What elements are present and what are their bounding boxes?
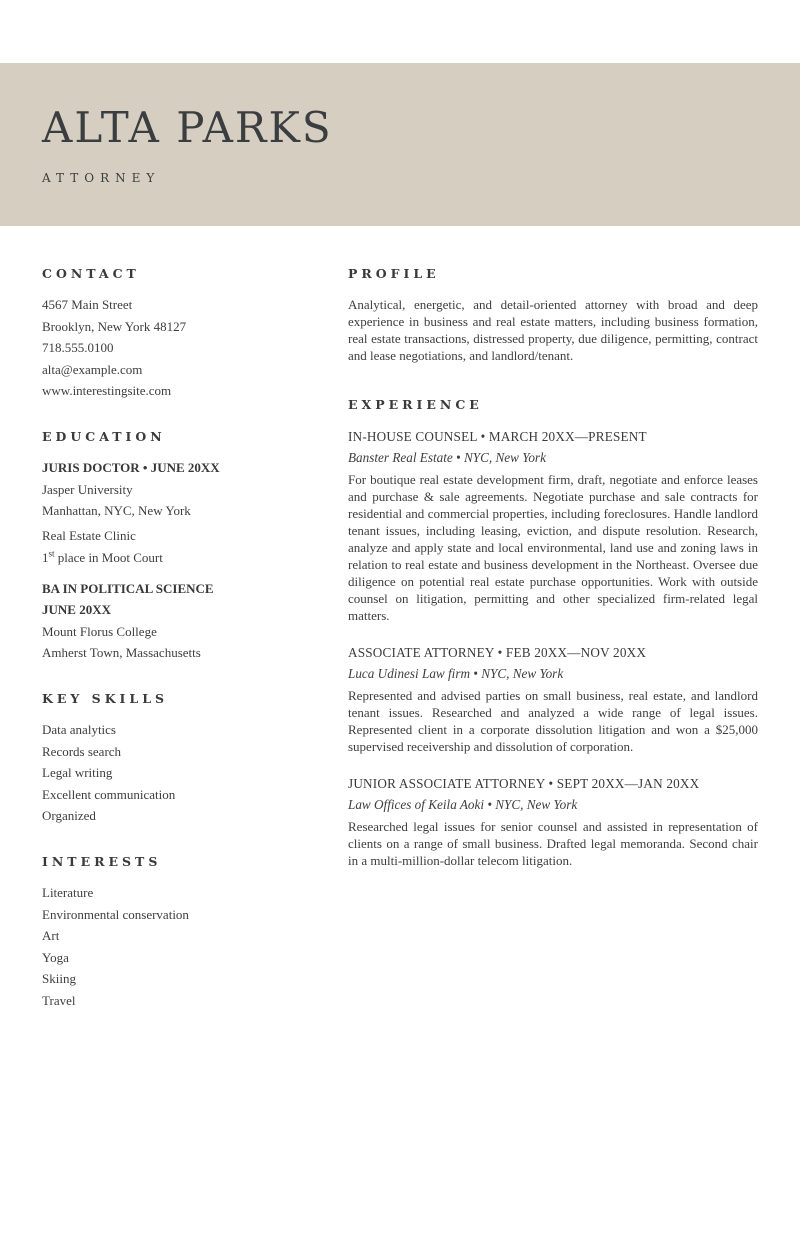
profile-text: Analytical, energetic, and detail-oriented attorney with broad and deep experience in business and real estate matters, including business formation, real estate transactions, distressed property, due diligence, permitting, contract and lease negotiations, and landlord/tenant.: [348, 297, 758, 363]
education-school: Jasper University: [42, 481, 133, 497]
education-moot-court-line: [42, 549, 312, 566]
experience-heading: EXPERIENCE: [348, 397, 483, 412]
experience-job-in-house-counsel: [348, 428, 758, 624]
interest-item: Yoga: [42, 949, 69, 965]
interest-item: Literature: [42, 885, 94, 900]
interests-heading: INTERESTS: [42, 854, 162, 869]
section-profile: [348, 266, 758, 364]
education-degree-title: JURIS DOCTOR • JUNE 20XX: [42, 460, 220, 475]
contact-phone: 718.555.0100: [42, 340, 114, 355]
job-description: Researched legal issues for senior counsel and assisted in representation of clients on a range of small business. Drafted legal memoranda. Second chair in a multi-million-dollar telecom litigation.: [348, 819, 758, 868]
education-degree-date: JUNE 20XX: [42, 602, 111, 617]
skill-item: Data analytics: [42, 722, 116, 737]
education-location: Manhattan, NYC, New York: [42, 503, 191, 518]
education-entry-ba: [42, 580, 312, 662]
education-school: Mount Florus College: [42, 623, 157, 639]
education-location: Amherst Town, Massachusetts: [42, 645, 201, 660]
job-company: Banster Real Estate • NYC, New York: [348, 450, 546, 465]
contact-city: Brooklyn, New York 48127: [42, 318, 187, 334]
contact-email: alta@example.com: [42, 361, 143, 377]
education-heading: EDUCATION: [42, 429, 166, 444]
skill-item: Excellent communication: [42, 786, 176, 802]
job-title: JUNIOR ASSOCIATE ATTORNEY • SEPT 20XX—JAN 20XX: [348, 776, 700, 791]
resume-body: [0, 226, 800, 1039]
key-skills-heading: KEY SKILLS: [42, 691, 169, 706]
left-column: [42, 266, 312, 1039]
job-company: Law Offices of Keila Aoki • NYC, New York: [348, 797, 578, 812]
job-company: Luca Udinesi Law firm • NYC, New York: [348, 666, 564, 681]
education-highlight: Real Estate Clinic: [42, 528, 136, 543]
interest-item: Art: [42, 928, 60, 943]
job-title: ASSOCIATE ATTORNEY • FEB 20XX—NOV 20XX: [348, 645, 647, 660]
profile-heading: PROFILE: [348, 266, 440, 281]
education-school-group: [42, 481, 312, 520]
resume-header-band: [0, 63, 800, 226]
job-description: Represented and advised parties on small business, real estate, and landlord tenant issues. Researched and analyzed a wide range of legal issues. Represented client in a corporate dissolution litigation and won a $25,000 supervised receivership and dissolution of corporation.: [348, 688, 758, 754]
moot-post: place in Moot Court: [54, 549, 163, 565]
interest-item: Skiing: [42, 971, 76, 986]
contact-street: 4567 Main Street: [42, 297, 133, 312]
skill-item: Legal writing: [42, 765, 113, 780]
education-entry-juris-doctor: [42, 459, 312, 566]
contact-heading: CONTACT: [42, 266, 140, 281]
interest-item: Environmental conservation: [42, 906, 189, 922]
moot-pre: 1: [42, 549, 49, 565]
section-interests: [42, 854, 312, 1009]
interest-item: Travel: [42, 992, 76, 1008]
skill-item: Records search: [42, 743, 122, 759]
section-experience: [348, 397, 758, 869]
section-contact: [42, 266, 312, 399]
job-title: IN-HOUSE COUNSEL • MARCH 20XX—PRESENT: [348, 429, 647, 444]
experience-job-junior-associate-attorney: [348, 775, 758, 869]
moot-superscript: st: [48, 548, 55, 559]
job-description: For boutique real estate development firm, draft, negotiate and enforce leases and purchase & sale agreements. Negotiate purchase and sale contracts for residential and commercial properties, including foreclosures. Handle landlord tenant issues, including leasing, eviction, and dispute resolution. Research, analyze and apply state and local environmental, land use and zoning laws in relation to real estate and business development in the Northeast. Oversee due diligence on potential real estate purchase opportunities. Work with outside counsel on litigation, permitting and other specialized firm-related legal matters.: [348, 472, 758, 623]
right-column: [348, 266, 758, 1039]
contact-website: www.interestingsite.com: [42, 383, 172, 398]
skill-item: Organized: [42, 808, 96, 823]
section-key-skills: [42, 691, 312, 824]
education-degree-title: BA IN POLITICAL SCIENCE: [42, 580, 214, 596]
candidate-job-title: ATTORNEY: [42, 171, 161, 185]
candidate-name: ALTA PARKS: [42, 103, 333, 152]
section-education: [42, 429, 312, 661]
experience-job-associate-attorney: [348, 644, 758, 755]
